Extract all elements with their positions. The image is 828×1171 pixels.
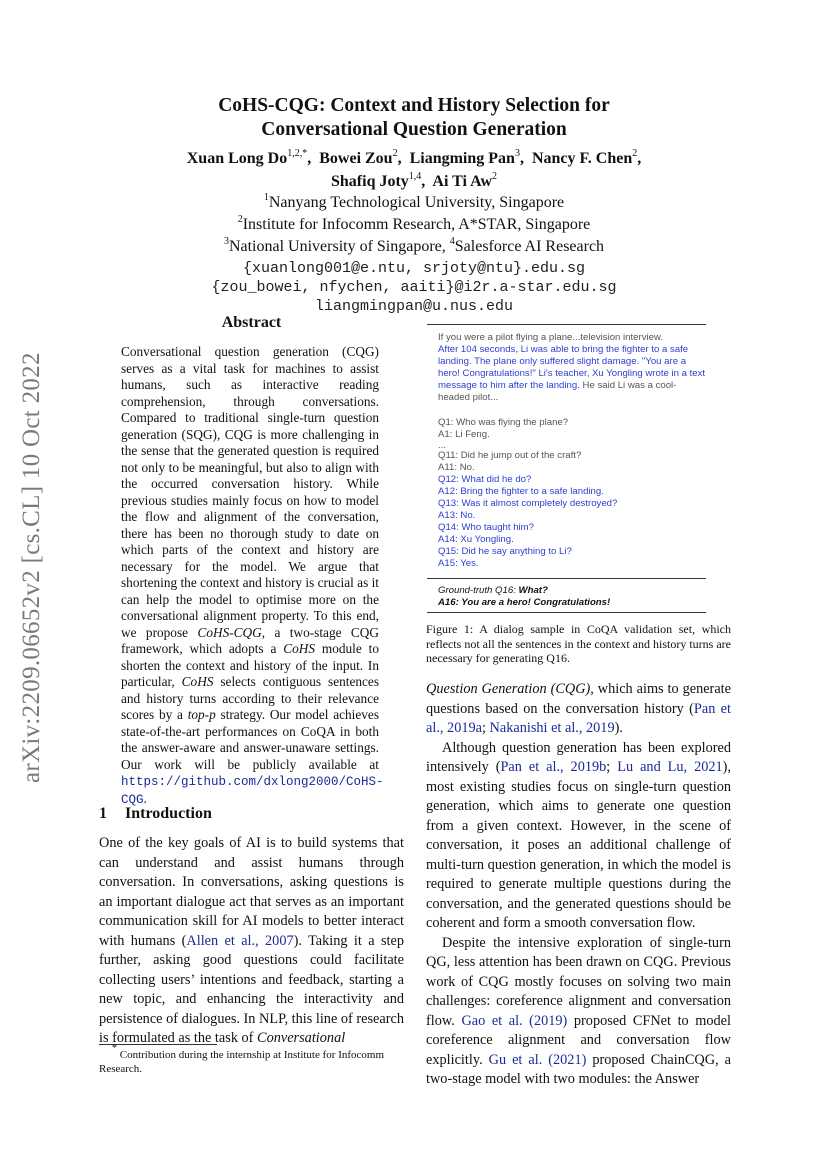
- citation-link[interactable]: Pan et al., 2019b: [500, 759, 607, 775]
- dialog-ellipsis: ...: [438, 440, 446, 451]
- dialog-turn: A12: Bring the fighter to a safe landing.: [438, 486, 604, 497]
- affiliation-1: Nanyang Technological University, Singapore: [268, 194, 565, 211]
- affil-mark: 4: [449, 236, 455, 247]
- affil-mark: 2: [237, 214, 243, 225]
- author-name: Bowei Zou: [319, 150, 393, 167]
- dialog-turn: A15: Yes.: [438, 558, 479, 569]
- title-line-2: Conversational Question Generation: [261, 119, 567, 140]
- author-name: Ai Ti Aw: [432, 173, 492, 190]
- dialog-turn: Q1: Who was flying the plane?: [438, 417, 569, 428]
- dialog-turn: Q13: Was it almost completely destroyed?: [438, 498, 618, 509]
- dialog-turn: Q11: Did he jump out of the craft?: [438, 450, 582, 461]
- ground-truth-question: What?: [518, 585, 548, 596]
- author-affil-mark: 3: [514, 148, 520, 159]
- author-affil-mark: 1,4: [408, 171, 422, 182]
- affiliation-4: Salesforce AI Research: [454, 238, 605, 255]
- footnote: [99, 1043, 404, 1076]
- affil-mark: 1: [263, 192, 269, 203]
- citation-link[interactable]: Pan et al., 2019a: [426, 700, 731, 736]
- author-list: Xuan Long $Do^{1,2,*}$, Bowei Zou$^2$, Liangming Pan$^3$, Nancy F. Chen$^2$, Shafiq Joty$^{1,4}$, Ai Ti Aw$^2$: [186, 148, 642, 190]
- dialog-turn: A11: No.: [438, 462, 475, 473]
- author-affil-mark: 2: [392, 148, 398, 159]
- affiliation-3: National University of Singapore,: [228, 238, 446, 255]
- introduction-paragraph: One of the key goals of AI is to build systems that can understand and assist humans through conversation. In conversations, asking questions is an important dialogue act that serves as an important communication skill for AI models to better interact with humans (Allen et al., 2007). Taking it a step further, asking good questions could facilitate collecting users’ intentions and feedback, starting a new topic, and enhancing the interactivity and persistence of dialogues. In NLP, this line of research is formulated as the task of Conversational: [99, 835, 404, 1046]
- email-line: liangmingpan@u.nus.edu: [314, 298, 514, 315]
- right-column-text: [426, 680, 731, 1090]
- citation-link[interactable]: Lu and Lu, 2021: [617, 759, 723, 775]
- author-affil-mark: 2: [632, 148, 638, 159]
- dialog-turn: Q12: What did he do?: [438, 474, 532, 485]
- section-number: 1: [99, 805, 107, 822]
- citation-link[interactable]: Gao et al. (2019): [461, 1012, 568, 1029]
- dialog-turn: A14: Xu Yongling.: [438, 534, 514, 545]
- figure-ground-truth: Ground-truth Q16: What? A16: You are a hero! Congratulations!: [438, 585, 611, 608]
- dialog-turn: A13: No.: [438, 510, 476, 521]
- citation-link[interactable]: Gu et al. (2021): [488, 1051, 587, 1068]
- paragraph: Despite the intensive exploration of single-turn QG, less attention has been drawn on CQG. Previous work of CQG mostly focuses on solving two main challenges: coreference alignment and conversation flow. Gao et al. (2019) proposed CFNet to model coreference alignment and conversation flow explicitly. Gu et al. (2021) proposed ChainCQG, a two-stage model with two modules: the Answer: [426, 934, 731, 1087]
- author-name: Xuan Long Do: [186, 150, 288, 167]
- figure-dialog-history: [438, 417, 708, 570]
- paper-title: [100, 94, 728, 142]
- affiliations: [100, 192, 728, 258]
- dialog-turn: Q15: Did he say anything to Li?: [438, 546, 572, 557]
- figure-caption: Figure 1: A dialog sample in CoQA validation set, which reflects not all the sentences in the context and history turns are necessary for generating Q16.: [426, 622, 731, 665]
- figure-passage: If you were a pilot flying a plane...television interview. After 104 seconds, Li was able to bring the fighter to a safe landing. The plane only suffered slight damage. "You are a hero! Congratulations!" Li's teacher, Xu Yongling wrote in a text message to him after the landing. He said Li was a cool-headed pilot...: [438, 332, 706, 403]
- code-repository-link[interactable]: https://github.com/dxlong2000/CoHS-CQG: [121, 775, 384, 807]
- section-title: Introduction: [125, 805, 212, 822]
- footnote-text: Contribution during the internship at Institute for Infocomm Research.: [99, 1049, 385, 1075]
- author-name: Nancy F. Chen: [531, 150, 633, 167]
- footnote-mark: *: [112, 1043, 117, 1054]
- affiliation-2: Institute for Infocomm Research, A*STAR, Singapore: [242, 216, 591, 233]
- dialog-turn: Q14: Who taught him?: [438, 522, 534, 533]
- author-emails: [100, 259, 728, 316]
- ground-truth-answer: You are a hero! Congratulations!: [461, 597, 611, 608]
- citation-link[interactable]: Allen et al., 2007: [186, 932, 294, 949]
- author-name: Liangming Pan: [409, 150, 515, 167]
- section-heading: [99, 805, 404, 823]
- abstract-heading: Abstract: [221, 314, 282, 331]
- author-name: Shafiq Joty: [331, 173, 409, 190]
- abstract-body: Conversational question generation (CQG) serves as a vital task for machines to assist humans, such as interactive reading comprehension, through conversations. Compared to traditional single-turn question generation (SQG), CQG is more challenging in the sense that the generated question is required not only to be meaningful, but also to align with the occurred conversation history. While previous studies mainly focus on how to model the flow and alignment of the conversation, there has been no thorough study to date on which parts of the context and history are necessary for the model. We argue that shortening the context and history is crucial as it can help the model to optimise more on the conversational alignment property. To this end, we propose CoHS-CQG, a two-stage CQG framework, which adopts a CoHS module to shorten the context and history of the input. In particular, CoHS selects contiguous sentences and history turns according to their relevance scores by a top-p strategy. Our model achieves state-of-the-art performances on CoQA in both the answer-aware and answer-unaware settings. Our work will be publicly available at https://github.com/dxlong2000/CoHS-CQG.: [121, 344, 384, 807]
- author-affil-mark: 2: [492, 171, 497, 182]
- figure-bottom-rule: [427, 612, 706, 613]
- email-line: {xuanlong001@e.ntu, srjoty@ntu}.edu.sg: [242, 260, 586, 277]
- figure-mid-rule: [427, 578, 706, 579]
- paragraph: Question Generation (CQG), which aims to generate questions based on the conversation history (Pan et al., 2019a; Nakanishi et al., 2019).: [426, 681, 731, 736]
- affil-mark: 3: [223, 236, 229, 247]
- paragraph: Although question generation has been explored intensively (Pan et al., 2019b; Lu and Lu, 2021), most existing studies focus on single-turn question generation, which aims to generate one question from a given context. However, in the scene of conversation, it poses an additional challenge of multi-turn question generation, in which the model is required to generate multiple questions during the conversation, and the generated questions should be coherent and form a smooth conversation flow.: [426, 739, 732, 931]
- citation-link[interactable]: Nakanishi et al., 2019: [489, 720, 615, 736]
- title-line-1: CoHS-CQG: Context and History Selection for: [218, 95, 610, 116]
- author-affil-mark: 1,2,*: [287, 148, 308, 159]
- arxiv-identifier: arXiv:2209.06652v2 [cs.CL] 10 Oct 2022: [18, 352, 45, 783]
- email-line: {zou_bowei, nfychen, aaiti}@i2r.a-star.edu.sg: [211, 279, 617, 296]
- dialog-turn: A1: Li Feng.: [438, 429, 490, 440]
- figure-top-rule: [427, 324, 706, 325]
